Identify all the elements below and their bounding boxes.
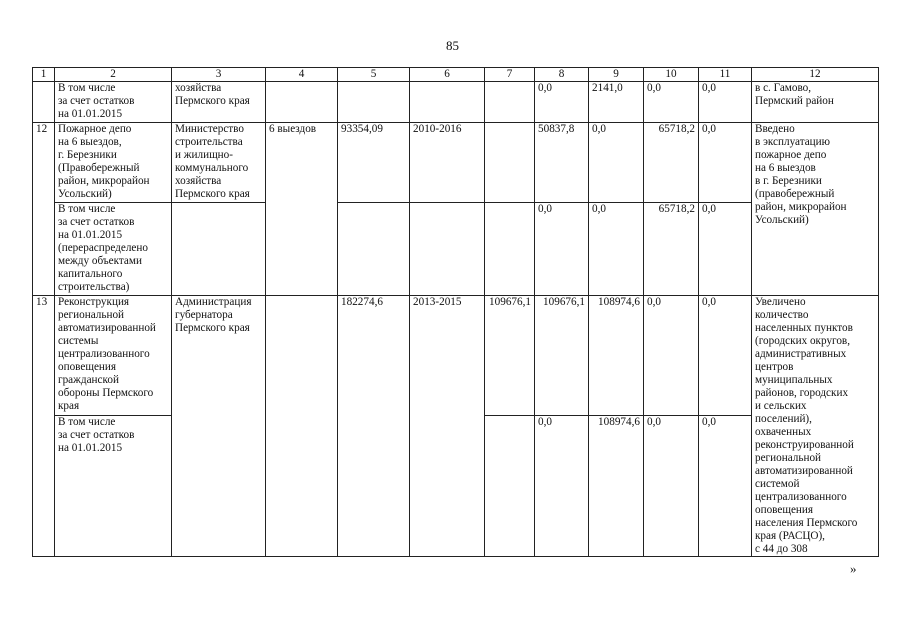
object-name-cell: В том числе за счет остатков на 01.01.2015 (перераспределено между объектами капитального строительства) [55, 203, 172, 296]
col11-cell: 0,0 [699, 296, 752, 416]
col7-cell [485, 82, 535, 123]
col10-cell: 0,0 [644, 415, 699, 556]
period-cell [410, 203, 485, 296]
page-number: 85 [446, 38, 459, 53]
closing-quote-mark: » [850, 561, 857, 576]
col11-cell: 0,0 [699, 203, 752, 296]
agency-cell [172, 203, 266, 296]
row-number-cell [33, 82, 55, 123]
row-number-cell: 13 [33, 296, 55, 557]
col11-cell: 0,0 [699, 415, 752, 556]
col9-cell: 2141,0 [589, 82, 644, 123]
header-row [33, 68, 879, 82]
col7-cell [485, 203, 535, 296]
col9-cell: 108974,6 [589, 415, 644, 556]
col7-cell: 109676,1 [485, 296, 535, 416]
budget-table [32, 67, 879, 557]
table-row [33, 82, 879, 123]
col-header-10: 10 [644, 68, 699, 82]
col-header-6: 6 [410, 68, 485, 82]
cost-cell: 182274,6 [338, 296, 410, 557]
agency-cell: хозяйства Пермского края [172, 82, 266, 123]
col-header-9: 9 [589, 68, 644, 82]
cost-cell [338, 82, 410, 123]
capacity-cell [266, 82, 338, 123]
period-cell: 2013-2015 [410, 296, 485, 557]
col9-cell: 0,0 [589, 123, 644, 203]
col11-cell: 0,0 [699, 82, 752, 123]
capacity-cell [266, 296, 338, 557]
object-name-cell: Реконструкция региональной автоматизированной системы централизованного оповещения гражданской обороны Пермского края [55, 296, 172, 416]
col-header-1: 1 [33, 68, 55, 82]
col10-cell: 65718,2 [644, 123, 699, 203]
col8-cell: 50837,8 [535, 123, 589, 203]
col10-cell: 0,0 [644, 82, 699, 123]
col-header-12: 12 [752, 68, 879, 82]
result-cell: в с. Гамово, Пермский район [752, 82, 879, 123]
result-cell: Увеличено количество населенных пунктов (городских округов, административных центров муниципальных районов, городских и сельских поселений), охваченных реконструированной региональной автоматизированной системой централизованного оповещения населения Пермского края (РАСЦО), с 44 до 308 [752, 296, 879, 557]
cost-cell [338, 203, 410, 296]
col9-cell: 108974,6 [589, 296, 644, 416]
col10-cell: 0,0 [644, 296, 699, 416]
table-row [33, 123, 879, 203]
col-header-5: 5 [338, 68, 410, 82]
cost-cell: 93354,09 [338, 123, 410, 203]
col9-cell: 0,0 [589, 203, 644, 296]
col-header-11: 11 [699, 68, 752, 82]
row-number-cell: 12 [33, 123, 55, 296]
object-name-cell: В том числе за счет остатков на 01.01.2015 [55, 415, 172, 556]
agency-cell: Министерство строительства и жилищно- коммунального хозяйства Пермского края [172, 123, 266, 203]
col11-cell: 0,0 [699, 123, 752, 203]
agency-cell: Администрация губернатора Пермского края [172, 296, 266, 557]
col7-cell [485, 123, 535, 203]
col8-cell: 0,0 [535, 415, 589, 556]
col10-cell: 65718,2 [644, 203, 699, 296]
col8-cell: 0,0 [535, 203, 589, 296]
col7-cell [485, 415, 535, 556]
result-cell: Введено в эксплуатацию пожарное депо на 6 выездов в г. Березники (правобережный район, микрорайон Усольский) [752, 123, 879, 296]
object-name-cell: В том числе за счет остатков на 01.01.2015 [55, 82, 172, 123]
object-name-cell: Пожарное депо на 6 выездов, г. Березники (Правобережный район, микрорайон Усольский) [55, 123, 172, 203]
col-header-4: 4 [266, 68, 338, 82]
col8-cell: 109676,1 [535, 296, 589, 416]
period-cell: 2010-2016 [410, 123, 485, 203]
period-cell [410, 82, 485, 123]
table-row [33, 296, 879, 416]
col-header-3: 3 [172, 68, 266, 82]
col-header-2: 2 [55, 68, 172, 82]
col-header-8: 8 [535, 68, 589, 82]
capacity-cell: 6 выездов [266, 123, 338, 296]
col-header-7: 7 [485, 68, 535, 82]
col8-cell: 0,0 [535, 82, 589, 123]
